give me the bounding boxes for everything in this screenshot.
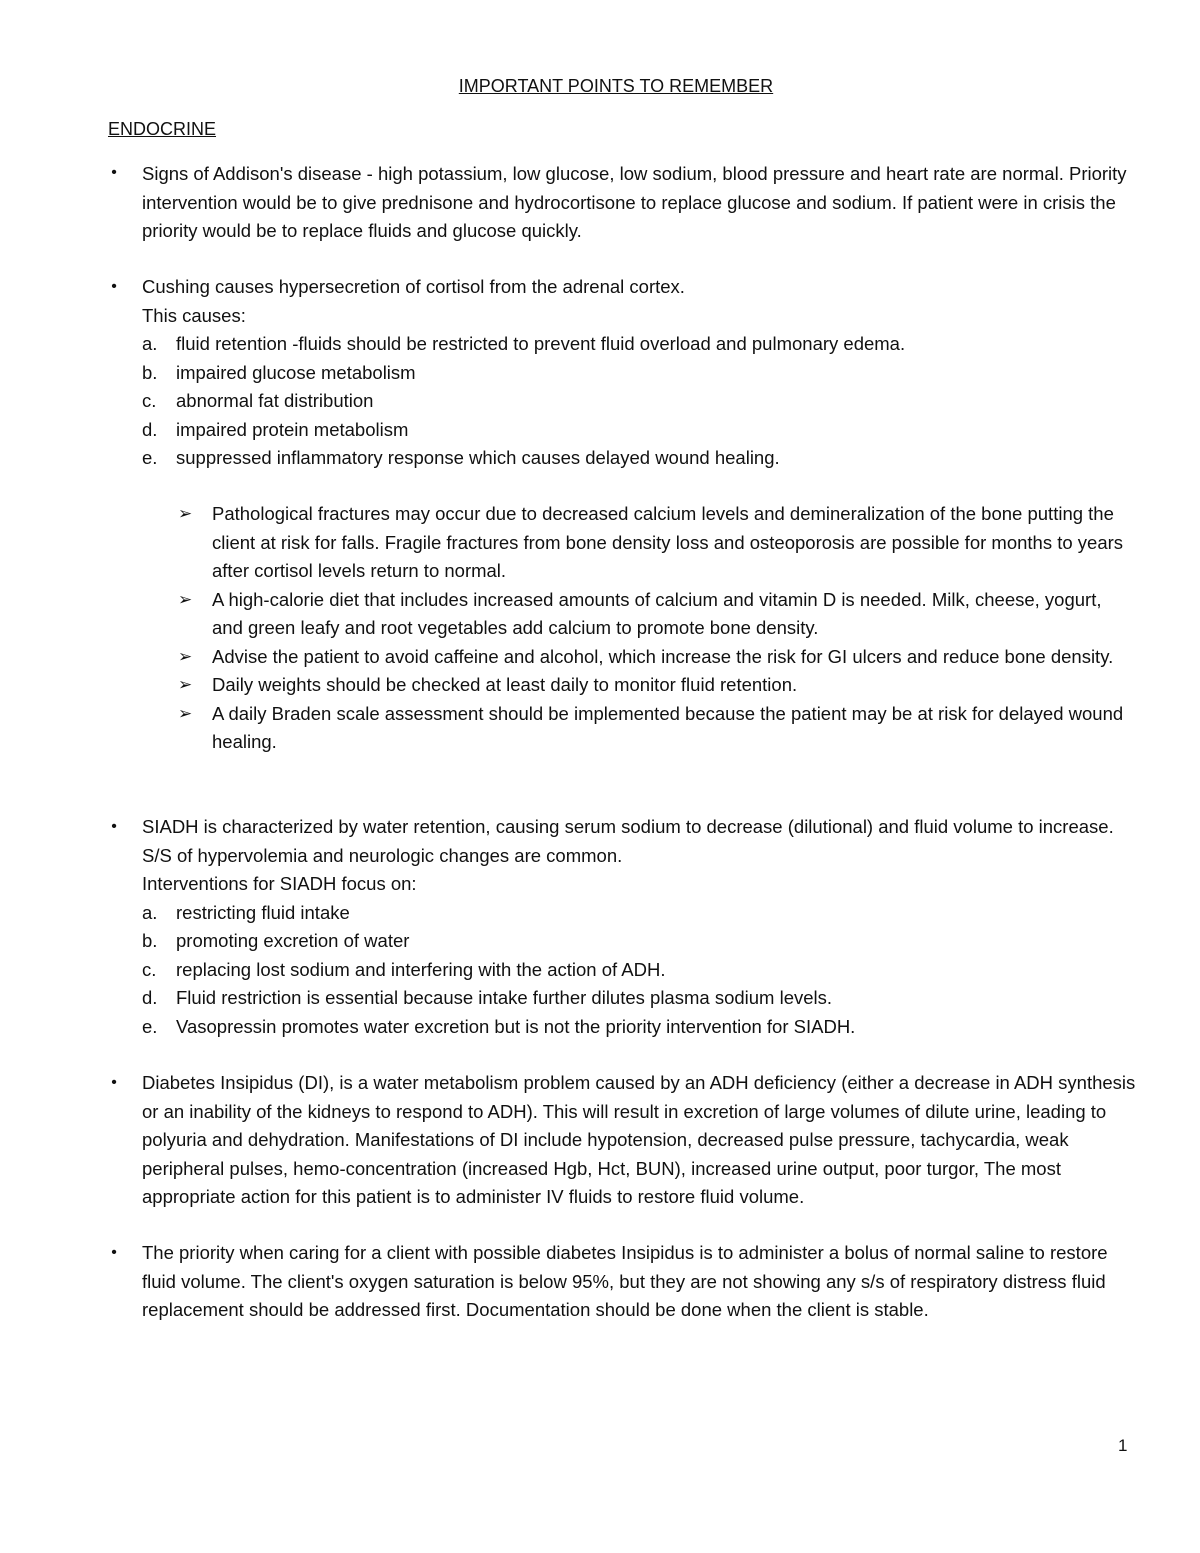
list-item: c. replacing lost sodium and interfering with the action of ADH. bbox=[142, 958, 666, 980]
list-item: d. Fluid restriction is essential because intake further dilutes plasma sodium levels. bbox=[142, 987, 833, 1008]
arrow-bullet-icon: ➢ bbox=[178, 504, 193, 523]
cushing-causes-label: This causes: bbox=[142, 304, 246, 326]
arrow-item: ➢ Advise the patient to avoid caffeine and alcohol, which increase the risk for GI ulcers and reduce bone density. bbox=[178, 643, 1128, 672]
priority-paragraph: The priority when caring for a client with possible diabetes Insipidus is to administer a bolus of normal saline to restore fluid volume. The client's oxygen saturation is below 95%, but they are not showing any s/s of respiratory distress fluid replacement should be addressed first. Documentation should be done when the client is stable. bbox=[142, 1242, 1108, 1320]
bullet-marker: • bbox=[111, 818, 117, 835]
arrow-bullet-icon: ➢ bbox=[178, 675, 193, 694]
siadh-block bbox=[142, 813, 1142, 1041]
siadh-paragraph: SIADH is characterized by water retention, causing serum sodium to decrease (dilutional) and fluid volume to increase. S/S of hypervolemia and neurologic changes are common. bbox=[142, 816, 1114, 866]
siadh-interventions-label: Interventions for SIADH focus on: bbox=[142, 873, 417, 894]
arrow-item: ➢ Daily weights should be checked at least daily to monitor fluid retention. bbox=[178, 671, 1128, 700]
bullet-marker: • bbox=[111, 164, 117, 181]
bullet-marker: • bbox=[111, 1074, 117, 1091]
list-item: b. promoting excretion of water bbox=[142, 930, 410, 951]
section-heading: ENDOCRINE bbox=[108, 119, 217, 139]
list-item: b. impaired glucose metabolism bbox=[142, 361, 416, 383]
arrow-bullet-icon: ➢ bbox=[178, 589, 193, 609]
arrow-item: ➢ Pathological fractures may occur due to decreased calcium levels and demineralization of the bone putting the client at risk for falls. Fragile fractures from bone density loss and osteoporosis are possible for months to years after cortisol levels return to normal. bbox=[178, 500, 1128, 586]
arrow-item: ➢ A daily Braden scale assessment should be implemented because the patient may be at risk for delayed wound healing. bbox=[178, 700, 1128, 757]
arrow-bullet-icon: ➢ bbox=[178, 646, 193, 666]
list-item: a. restricting fluid intake bbox=[142, 901, 350, 923]
cushing-intro: Cushing causes hypersecretion of cortisol from the adrenal cortex. bbox=[142, 276, 685, 297]
list-item: c. abnormal fat distribution bbox=[142, 390, 374, 411]
list-item: d. impaired protein metabolism bbox=[142, 418, 409, 440]
page-title: IMPORTANT POINTS TO REMEMBER bbox=[458, 76, 774, 96]
list-item: e. Vasopressin promotes water excretion but is not the priority intervention for SIADH. bbox=[142, 1015, 856, 1037]
arrow-bullet-icon: ➢ bbox=[178, 703, 193, 723]
di-paragraph: Diabetes Insipidus (DI), is a water metabolism problem caused by an ADH deficiency (either a decrease in ADH synthesis or an inability of the kidneys to respond to ADH). This will result in excretion of large volumes of dilute urine, leading to polyuria and dehydration. Manifestations of DI include hypotension, decreased pulse pressure, tachycardia, weak peripheral pulses, hemo-concentration (increased Hgb, Hct, BUN), increased urine output, poor turgor, The most appropriate action for this patient is to administer IV fluids to restore fluid volume. bbox=[142, 1072, 1136, 1207]
addison-paragraph: Signs of Addison's disease - high potassium, low glucose, low sodium, blood pressure and heart rate are normal. Priority intervention would be to give prednisone and hydrocortisone to replace glucose and sodium. If patient were in crisis the priority would be to replace fluids and glucose quickly. bbox=[142, 163, 1127, 241]
cushing-block bbox=[142, 273, 1142, 473]
list-item: a. fluid retention -fluids should be restricted to prevent fluid overload and pulmonary edema. bbox=[142, 333, 906, 354]
bullet-marker: • bbox=[111, 1244, 117, 1261]
cushing-arrow-list bbox=[178, 500, 1128, 757]
page-number: 1 bbox=[1118, 1436, 1128, 1455]
list-item: e. suppressed inflammatory response which causes delayed wound healing. bbox=[142, 447, 780, 468]
arrow-item: ➢ A high-calorie diet that includes increased amounts of calcium and vitamin D is needed. Milk, cheese, yogurt, and green leafy and root vegetables add calcium to promote bone density. bbox=[178, 586, 1128, 643]
bullet-marker: • bbox=[111, 278, 117, 295]
